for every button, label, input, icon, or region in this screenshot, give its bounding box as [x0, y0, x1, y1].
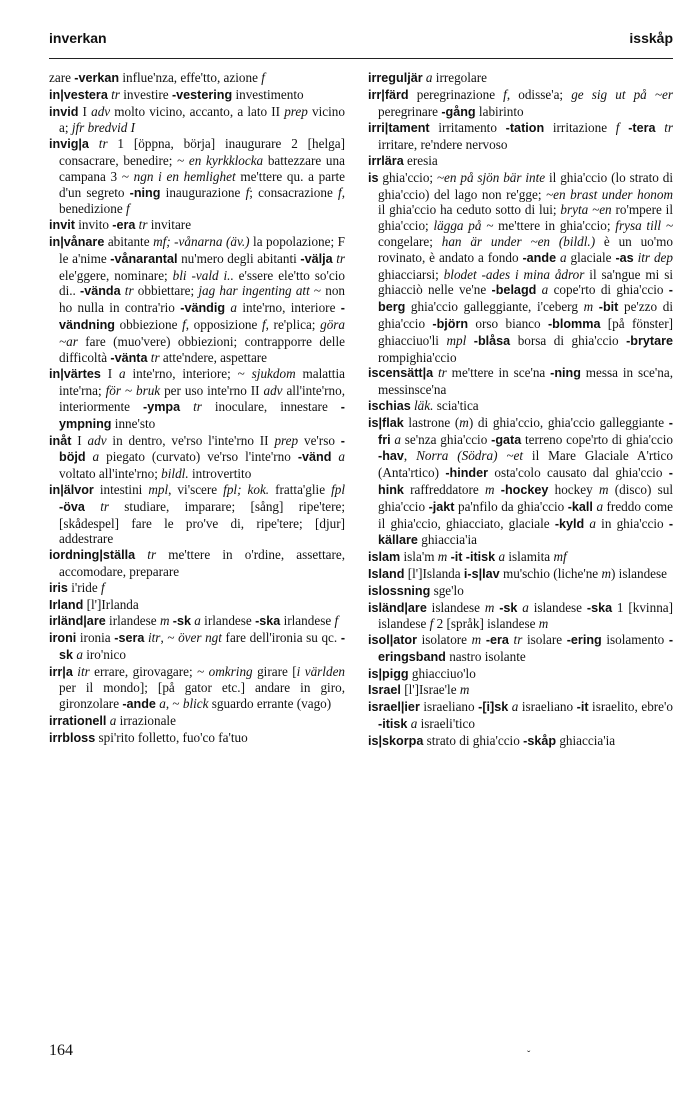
dictionary-entry: irländ|are irlandese m -sk a irlandese -ska irlandese f [49, 613, 339, 629]
dictionary-entry: irr|färd peregrinazione f, odisse'a; ge sig ut på ~er peregrinare -gång labirinto [368, 86, 673, 119]
dictionary-entry: irrationell a irrazionale [49, 713, 176, 729]
dictionary-entry: irri|tament irritamento -tation irritazione f -tera tr irritare, re'ndere nervoso [368, 120, 674, 153]
dictionary-entry: islossning sge'lo [368, 582, 464, 598]
dictionary-entry: invid I adv molto vicino, accanto, a lato II prep vicino a; jfr bredvid I [49, 103, 345, 136]
dictionary-entry: ironi ironia -sera itr, ~ över ngt fare dell'ironia su qc. -sk a iro'nico [49, 630, 346, 662]
running-header [49, 30, 673, 46]
dictionary-entry: is|flak lastrone (m) di ghia'ccio, ghia'ccio galleggiante -fri a se'nza ghia'ccio -gata terreno cope'rto di ghia'ccio -hav, Norra (Södra) ~et il Mare Glaciale A'rtico (Anta'rtico) -hinder osta'colo causato dal ghia'ccio -hink raffreddatore m -hockey hockey m (disco) sul ghia'ccio -jakt pa'nfilo da ghia'ccio -kall a freddo come il ghia'ccio, ghiacciato, glaciale -kyld a in ghia'ccio -källare ghiaccia'ia [368, 414, 674, 548]
right-column [368, 70, 673, 750]
dictionary-entry: in|älvor intestini mpl, vi'scere fpl; kok. fratta'glie fpl -öva tr studiare, imparare; [sång] ripe'tere; [skådespel] fare le pro've di, ripe'tere; [djur] addestrare [49, 481, 346, 547]
dictionary-entry: israel|ier israeliano -[i]sk a israeliano -it israelito, ebre'o -itisk a israeli'tico [368, 699, 673, 732]
dictionary-entry: irr|a itr errare, girovagare; ~ omkring girare [i världen per il mondo]; [på gator etc.] andare in giro, gironzolare -ande a, ~ blick sguardo errante (vago) [49, 663, 346, 712]
dictionary-entry: isol|ator isolatore m -era tr isolare -ering isolamento -eringsband nastro isolante [368, 632, 674, 664]
dictionary-entry: inåt I adv in dentro, ve'rso l'inte'rno II prep ve'rso -böjd a piegato (curvato) ve'rso l'inte'rno -vänd a voltato all'inte'rno; bildl. introvertito [49, 432, 345, 482]
dictionary-entry: Island [l']Islanda i-s|lav mu'schio (liche'ne m) islandese [368, 565, 668, 581]
dictionary-entry: in|vånare abitante mf; -vånarna (äv.) la popolazione; F le a'nime -vånarantal nu'mero degli abitanti -välja tr ele'ggere, nominare; bli -vald i.. e'ssere ele'tto so'cio di.. -vända tr obbiettare; jag har ingenting att ~ non ho nulla in contra'rio -vändig a inte'rno, interiore -vändning obbiezione f, opposizione f, re'plica; göra ~ar fare (muo'vere) obbiezioni; contrapporre delle difficoltà -vänta tr atte'ndere, aspettare [49, 233, 346, 365]
dictionary-entry: invit invito -era tr invitare [49, 217, 192, 233]
dictionary-entry: is ghia'ccio; ~en på sjön bär inte il ghia'ccio (lo strato di ghia'ccio) del lago non re'gge; ~en brast under honom il ghia'ccio ha ceduto sotto di lui; bryta ~en ro'mpere il ghia'ccio; lägga på ~ me'ttere in ghia'ccio; frysa till ~ congelare; han är under ~en (bildl.) è un uo'mo rovinato, è andato a fondo -ande a glaciale -as itr dep ghiacciarsi; blodet -ades i mina ådror il sa'ngue mi si ghiacciò nelle ve'ne -belagd a cope'rto di ghia'ccio -berg ghia'ccio galleggiante, i'ceberg m -bit pe'zzo di ghia'ccio -björn orso bianco -blomma [på fönster] ghiacciuo'li mpl -blåsa borsa di ghia'ccio -brytare rompighia'ccio [368, 169, 674, 365]
header-rule [49, 58, 673, 59]
dictionary-entry: in|värtes I a inte'rno, interiore; ~ sjukdom malattia inte'rna; för ~ bruk per uso inte'rno II adv all'inte'rno, interiormente -ympa tr inoculare, innestare -ympning inne'sto [49, 366, 346, 431]
dictionary-entry: ischias läk. scia'tica [368, 397, 479, 413]
bottom-mark: ˇ [527, 1050, 531, 1061]
dictionary-entry: irrlära eresia [368, 152, 438, 168]
dictionary-entry: isländ|are islandese m -sk a islandese -ska 1 [kvinna] islandese f 2 [språk] islandese m [368, 599, 674, 632]
dictionary-entry: Israel [l']Israe'le m [368, 682, 470, 698]
dictionary-entry: zare -verkan influe'nza, effe'tto, azione f [49, 70, 265, 85]
dictionary-entry: in|vestera tr investire -vestering investimento [49, 86, 304, 102]
page-number: 164 [49, 1042, 73, 1059]
dictionary-entry: iscensätt|a tr me'ttere in sce'na -ning messa in sce'na, messinsce'na [368, 365, 673, 398]
dictionary-entry: irrbloss spi'rito folletto, fuo'co fa'tuo [49, 729, 248, 745]
header-right-guide-word: isskåp [629, 30, 673, 46]
dictionary-entry: iris i'ride f [49, 579, 105, 595]
dictionary-entry: invig|a tr 1 [öppna, börja] inaugurare 2 [helga] consacrare, benedire; ~ en kyrkklocka battezzare una campana 3 ~ ngn i en hemlighet me'ttere qu. a parte d'un segreto -ning inaugurazione f; consacrazione f, benedizione f [49, 136, 345, 217]
dictionary-entry: iordning|ställa tr me'ttere in o'rdine, assettare, accomodare, preparare [49, 547, 346, 579]
dictionary-entry: irreguljär a irregolare [368, 70, 488, 85]
header-left-guide-word: inverkan [49, 30, 107, 46]
dictionary-entry: is|pigg ghiacciuo'lo [368, 665, 476, 681]
dictionary-entry: islam isla'm m -it -itisk a islamita mf [368, 549, 567, 565]
dictionary-entry: Irland [l']Irlanda [49, 596, 139, 612]
left-column [49, 70, 345, 747]
dictionary-entry: is|skorpa strato di ghia'ccio -skåp ghiaccia'ia [368, 732, 616, 748]
